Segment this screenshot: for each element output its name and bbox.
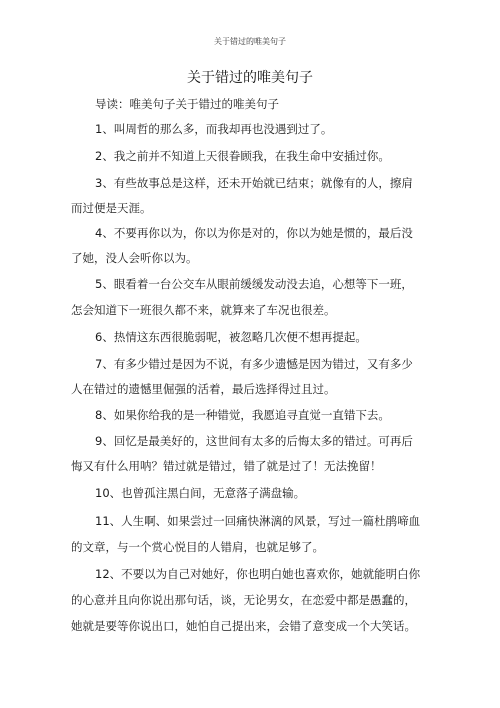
sentence-line: 11、人生啊、如果尝过一回痛快淋漓的风景，写过一篇杜鹃啼血 bbox=[95, 514, 421, 528]
sentence-line: 4、不要再你以为，你以为你是对的，你以为她是惯的，最后没 bbox=[95, 226, 413, 240]
sentence-line: 2、我之前并不知道上天很眷顾我，在我生命中安插过你。 bbox=[95, 149, 390, 163]
sentence-line: 3、有些故事总是这样，还未开始就已结束；就像有的人，擦肩 bbox=[95, 176, 413, 190]
sentence-line: 10、也曾孤注黑白间，无意落子满盘输。 bbox=[95, 486, 306, 500]
sentence-line: 6、热情这东西很脆弱呢，被忽略几次便不想再提起。 bbox=[95, 330, 367, 344]
sentence-line: 而过便是天涯。 bbox=[71, 201, 152, 215]
sentence-line: 怎会知道下一班很久都不来，就算来了车况也很差。 bbox=[71, 303, 336, 317]
sentence-line: 7、有多少错过是因为不说，有多少遗憾是因为错过，又有多少 bbox=[95, 357, 413, 371]
sentence-line: 12、不要以为自己对她好，你也明白她也喜欢你，她就能明白你 bbox=[95, 567, 421, 581]
sentence-line: 的心意并且向你说出那句话，谈，无论男女，在恋爱中都是愚蠢的， bbox=[71, 593, 416, 607]
sentence-line: 了她，没人会听你以为。 bbox=[71, 251, 198, 265]
sentence-line: 人在错过的遗憾里倔强的活着，最后选择得过且过。 bbox=[71, 382, 336, 396]
sentence-line: 她就是要等你说出口，她怕自己提出来，会错了意变成一个大笑话。 bbox=[71, 619, 416, 633]
intro-paragraph: 导读：唯美句子关于错过的唯美句子 bbox=[95, 97, 279, 111]
sentence-line: 5、眼看着一台公交车从眼前缓缓发动没去追，心想等下一班， bbox=[95, 277, 413, 291]
sentence-line: 悔又有什么用呐？错过就是错过，错了就是过了！无法挽留！ bbox=[71, 459, 382, 473]
document-title: 关于错过的唯美句子 bbox=[187, 70, 313, 86]
sentence-line: 1、叫周哲的那么多，而我却再也没遇到过了。 bbox=[95, 122, 333, 136]
sentence-line: 的文章，与一个赏心悦目的人错肩，也就足够了。 bbox=[71, 540, 324, 554]
sentence-line: 9、回忆是最美好的，这世间有太多的后悔太多的错过。可再后 bbox=[95, 434, 413, 448]
running-header: 关于错过的唯美句子 bbox=[214, 37, 286, 46]
sentence-line: 8、如果你给我的是一种错觉，我愿追寻直觉一直错下去。 bbox=[95, 408, 390, 422]
